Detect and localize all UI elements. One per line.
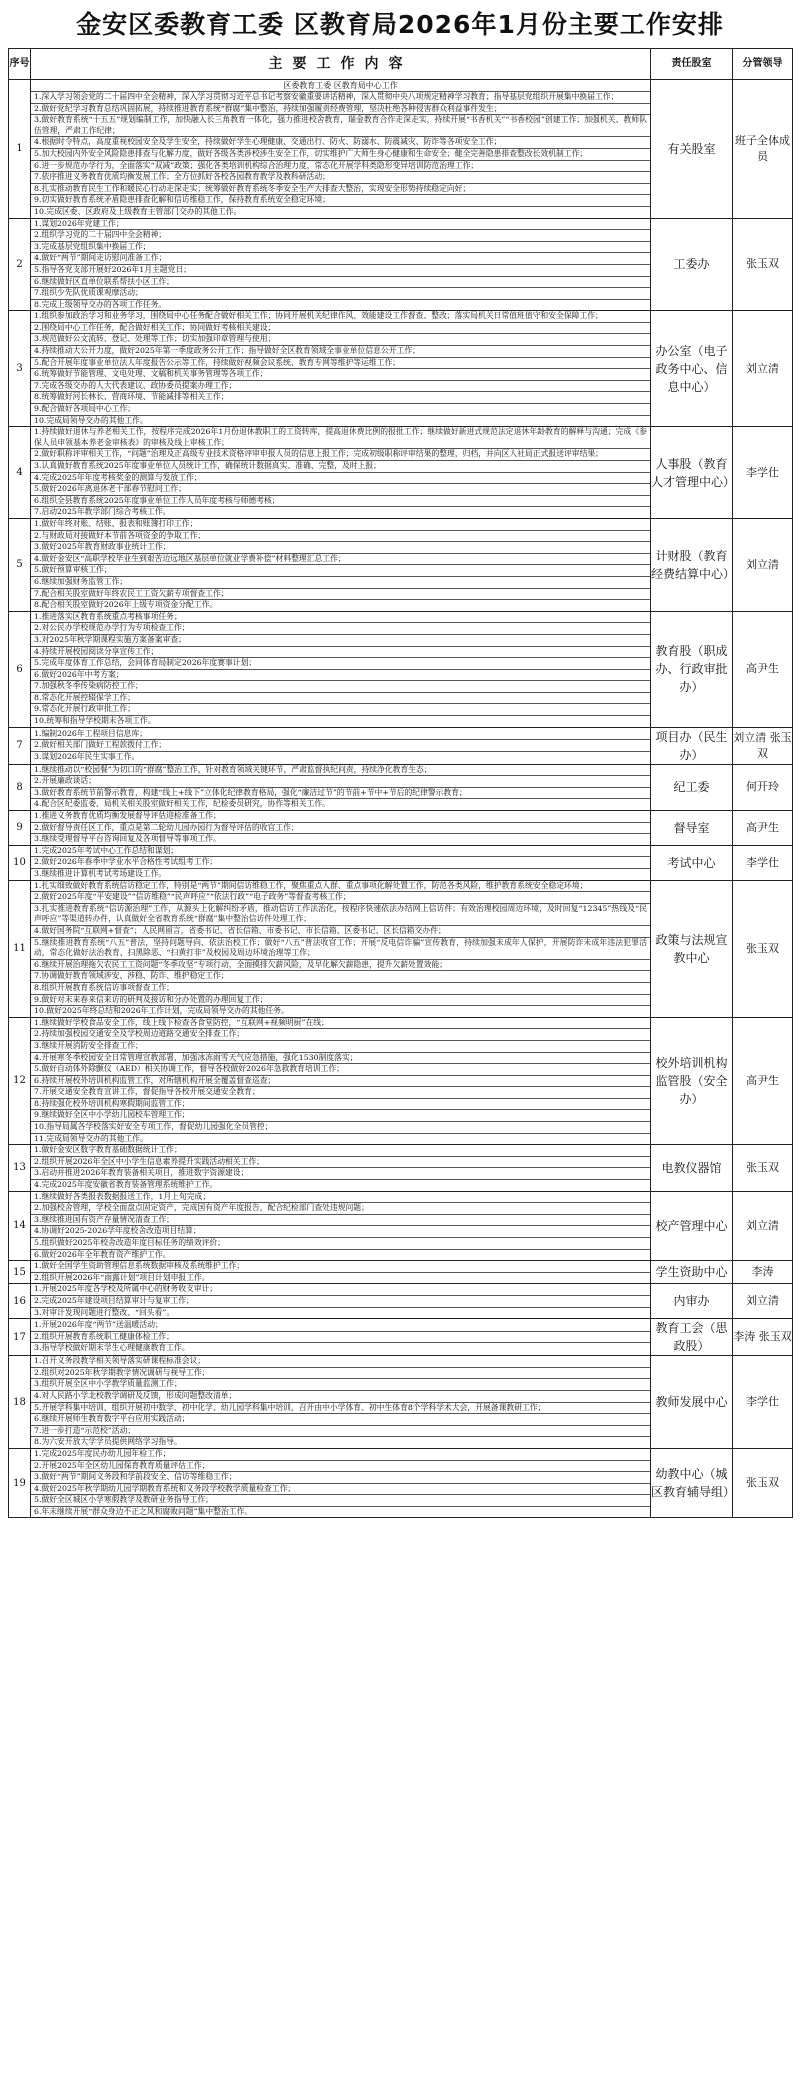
table-header-row	[9, 49, 793, 80]
work-items-cell	[31, 727, 651, 764]
work-item: 1.开展2025年度各学校及所属中心的财务收支审计；	[31, 1284, 650, 1296]
work-item: 3.指导学校做好期末学生心理健康教育工作。	[34, 1343, 190, 1353]
work-item: 5.组织做好2025年校舍改造年度目标任务的绩效评价；	[31, 1238, 650, 1250]
work-items-cell	[31, 1356, 651, 1449]
table-row	[9, 427, 793, 519]
work-item: 3.对审计发现问题进行整改、“回头看”。	[34, 1307, 175, 1317]
work-item: 4.配合区纪委监委、局机关相关股室做好相关工作，纪检委员研究，协作等相关工作。	[34, 799, 330, 809]
table-row	[9, 1191, 793, 1261]
responsible-department: 学生资助中心	[651, 1261, 733, 1284]
table-row	[9, 1319, 793, 1356]
responsible-leader: 张玉双	[733, 1145, 793, 1191]
responsible-department: 人事股（教育人才管理中心）	[651, 427, 733, 519]
responsible-department: 考试中心	[651, 845, 733, 880]
work-item: 8.为六安开放大学学员提供网络学习指导。	[34, 1437, 182, 1447]
responsible-department: 教育股（职成办、行政审批办）	[651, 611, 733, 727]
work-item: 1.开展2026年度“两节”送温暖活动；	[31, 1320, 650, 1332]
responsible-department: 政策与法规宣教中心	[651, 880, 733, 1017]
work-item: 3.继续推进国有资产存量情况清查工作；	[31, 1215, 650, 1227]
work-items-cell	[31, 1145, 651, 1191]
work-item: 5.继续推进教育系统“八五”普法，坚持问题导向、依法治校工作；做好“八五”普法收官工作；开展“反电信诈骗”宣传教育，持续加强未成年人保护，开展防诈未成年违法犯罪活动，常态化做好法治教育、扫黑除恶、“扫黄打非”及校园及周边环境治理等工作；	[31, 938, 650, 960]
work-item: 1.扎实细致做好教育系统信访稳定工作，特别是“两节”期间信访维稳工作，聚焦重点人群、重点事项化解处置工作，防范各类风险，维护教育系统安全稳定环境；	[31, 881, 650, 893]
work-item: 4.协调好2025-2026学年度校舍改造项目结算；	[31, 1226, 650, 1238]
work-item: 7.启动2025年教学部门综合考核工作。	[34, 507, 171, 517]
work-items-cell	[31, 518, 651, 611]
work-item: 2.做好2026年春季中学业水平合格性考试组考工作；	[31, 857, 650, 869]
responsible-leader: 李涛 张玉双	[733, 1319, 793, 1356]
work-item: 6.年末继续开展“群众身边不正之风和腐败问题”集中整治工作。	[34, 1506, 253, 1516]
work-items-cell	[31, 1261, 651, 1284]
table-body	[9, 80, 793, 1518]
work-item: 4.做好国务院“互联网+督查”；人民网留言，省委书记、省长信箱、市委书记、市长信箱、区委书记、区长信箱交办件；	[31, 926, 650, 938]
work-item: 1.召开义务段教学相关领导落实研课程标准会议；	[31, 1356, 650, 1368]
work-item: 7.加强秋冬季传染病防控工作；	[31, 681, 650, 693]
work-item: 2.做好党纪学习教育总结巩固拓展，持续推进教育系统“群腐”集中整治，持续加强履责经费管理，坚决杜绝各种侵害群众利益事件发生；	[31, 104, 650, 116]
responsible-department: 教育工会（思政股）	[651, 1319, 733, 1356]
row-number: 8	[9, 764, 31, 810]
work-item: 3.做好2025年教育财政事业统计工作；	[31, 542, 650, 554]
work-item: 2.组织开展2026年“雨露计划”项目计划申报工作。	[34, 1272, 210, 1282]
row-number: 6	[9, 611, 31, 727]
work-item: 9.继续做好全区中小学幼儿园校车管理工作；	[31, 1110, 650, 1122]
work-item: 7.依序推进义务教育优质均衡发展工作；全方位抓好各校各园教育教学及教科研活动；	[31, 172, 650, 184]
work-item: 8.统筹做好河长林长、营商环境、节能减排等相关工作；	[31, 392, 650, 404]
responsible-department: 校产管理中心	[651, 1191, 733, 1261]
work-item: 4.做好金安区“高职学校毕业生到艰苦边远地区基层单位就业学费补偿”材料整理汇总工作；	[31, 554, 650, 566]
work-item: 1.推进义务教育优质均衡发展督导评估迎检准备工作；	[31, 811, 650, 823]
work-item: 1.持续做好退休与养老相关工作，按程序完成2026年1月份退休教职工的工资转库，提高退休费比例的报批工作；继续做好新进式规范法定退休年龄教育的解释与沟通；完成《参保人员申领基本养老金审核表》的审核及线上审核工作；	[31, 427, 650, 449]
work-items-cell	[31, 845, 651, 880]
work-items-cell	[31, 218, 651, 311]
table-row	[9, 1284, 793, 1319]
work-item: 1.做好年终对账、结账、报表和账簿打印工作；	[31, 519, 650, 531]
work-items-cell	[31, 1319, 651, 1356]
work-item: 6.继续加强财务监管工作；	[31, 577, 650, 589]
work-item: 5.做好2026年离退休老干部春节慰问工作；	[31, 484, 650, 496]
work-item: 2.组织开展2026年全区中小学生信息素养提升实践活动相关工作；	[31, 1157, 650, 1169]
work-item: 5.配合开展年度事业单位法人年度报告公示等工作，持续做好视频会议系统、教育专网等维护等运维工作；	[31, 358, 650, 370]
work-item: 4.开展寒冬季校园安全日常管理宣教部署，加强冰冻雨雪天气应急措施，强化1530制度落实；	[31, 1053, 650, 1065]
table-row	[9, 518, 793, 611]
work-item: 4.做好“两节”期间走访慰问准备工作；	[31, 253, 650, 265]
work-item: 9.做好对未来春来信来访的研判及接访和分办处置的办理回复工作；	[31, 995, 650, 1007]
work-item: 1.编制2026年工程项目信息库；	[31, 729, 650, 741]
work-item: 10.指导局属各学校落实好安全专项工作，督促幼儿园强化全员管控；	[31, 1122, 650, 1134]
table-row	[9, 1261, 793, 1284]
row-number: 15	[9, 1261, 31, 1284]
work-item: 7.组织少先队优质课观摩活动；	[31, 288, 650, 300]
responsible-leader: 何开玲	[733, 764, 793, 810]
work-item: 2.做好2025年度“平安建设”“信访维稳”“民声呼应”“依法行政”“电子政务”等督查考核工作；	[31, 892, 650, 904]
work-item: 6.统筹做好节能管理、文电处理、文稿和机关事务管理等各项工作；	[31, 369, 650, 381]
table-row	[9, 1448, 793, 1518]
responsible-leader: 高尹生	[733, 811, 793, 846]
work-items-cell	[31, 427, 651, 519]
work-item: 2.组织学习党的二十届四中全会精神；	[31, 230, 650, 242]
work-item: 5.加大校园内外安全风险隐患排查与化解力度，做好各级各类涉校涉生安全工作，切实维护广大师生身心健康和生命安全；健全完善隐患排查整改长效机制工作；	[31, 149, 650, 161]
work-item: 3.规范做好公文流转、登记、处理等工作；切实加强印章管理与使用；	[31, 334, 650, 346]
work-item: 2.做好职称评审相关工作，“问题”治理及正高级专业技术资格评审申报人员的信息上报工作；完成初级职称评审结果的整理，归档，并向区人社局正式报送评审结果；	[31, 449, 650, 461]
work-item: 3.继续受理督导平台咨询回复及各项督导等事项工作。	[34, 834, 221, 844]
responsible-leader: 刘立清 张玉双	[733, 727, 793, 764]
work-items-cell	[31, 311, 651, 427]
work-item: 3.做好教育系统节前警示教育，构建“线上+线下”立体化纪律教育格局，强化“廉洁过节”的节前+节中+节后的纪律警示教育；	[31, 788, 650, 800]
row-number: 3	[9, 311, 31, 427]
work-item: 1.做好金安区数字教育基础数据统计工作；	[31, 1145, 650, 1157]
work-item: 3.完成基层党组织集中换届工作；	[31, 242, 650, 254]
work-item: 4.对人民路小学北校教学调研及反馈，形成问题整改清单；	[31, 1391, 650, 1403]
header-no: 序号	[9, 49, 31, 80]
work-item: 1.继续做好学校食品安全工作，线上线下检查各食堂防控，“互联网+视频明厨”在线；	[31, 1018, 650, 1030]
work-item: 4.持续开展校园阅读分享宣传工作；	[31, 647, 650, 659]
work-items-cell	[31, 1448, 651, 1518]
work-item: 1.谋划2026年党建工作；	[31, 219, 650, 231]
table-row	[9, 764, 793, 810]
work-item: 8.常态化开展控辍保学工作；	[31, 693, 650, 705]
work-item: 3.做好教育系统“十五五”规划编制工作，加快融入长三角教育一体化，强力推进校舍教育，瑞金教育合作走深走实，持续开展“书香机关”“书香校园”创建工作；加强机关、教师队伍管理，严肃工作纪律；	[31, 115, 650, 137]
responsible-department: 电教仪器馆	[651, 1145, 733, 1191]
row-number: 16	[9, 1284, 31, 1319]
table-row	[9, 1145, 793, 1191]
responsible-department: 计财股（教育经费结算中心）	[651, 518, 733, 611]
work-item: 3.继续开展消防安全排查工作；	[31, 1041, 650, 1053]
row-number: 12	[9, 1017, 31, 1145]
work-item: 1.深入学习领会党的二十届四中全会精神，深入学习贯彻习近平总书记考察安徽重要讲话精神，深入贯彻中央八项规定精神学习教育；指导基层党组织开展集中换届工作；	[31, 92, 650, 104]
work-item: 11.完成局领导交办的其他工作。	[34, 1133, 148, 1143]
responsible-leader: 高尹生	[733, 1017, 793, 1145]
work-item: 3.谋划2026年民生实事工作。	[34, 751, 140, 761]
work-item: 3.组织开展全区中小学教学质量监测工作；	[31, 1379, 650, 1391]
work-item: 10.完成局领导交办的其他工作。	[34, 415, 148, 425]
work-items-cell	[31, 764, 651, 810]
work-item: 5.开展学科集中培训，组织开展初中数学、初中化学、幼儿园学科集中培训，召开由中小学体育、初中生体育8个学科学术大会，开展备课教研工作；	[31, 1403, 650, 1415]
responsible-department: 内审办	[651, 1284, 733, 1319]
table-row	[9, 1356, 793, 1449]
work-item: 6.继续开展治理拖欠农民工工资问题“冬季攻坚”专项行动，全面摸排欠薪风险，及早化解欠薪隐患，提升欠薪处置效能；	[31, 960, 650, 972]
work-item: 6.继续开展师生教育数字平台应用实践活动；	[31, 1414, 650, 1426]
work-item: 1.完成2025年度民办幼儿园年检工作；	[31, 1449, 650, 1461]
work-items-cell	[31, 1017, 651, 1145]
work-item: 2.组织开展教育系统职工健康体检工作；	[31, 1332, 650, 1344]
responsible-department: 教师发展中心	[651, 1356, 733, 1449]
responsible-leader: 张玉双	[733, 1448, 793, 1518]
work-item: 7.完成各级交办的人大代表建议、政协委员提案办理工作；	[31, 381, 650, 393]
responsible-leader: 刘立清	[733, 311, 793, 427]
work-item: 5.做好自动体外除颤仪（AED）相关协调工作，督导各校做好2026年急救教育培训工作；	[31, 1064, 650, 1076]
responsible-leader: 刘立清	[733, 1191, 793, 1261]
responsible-leader: 张玉双	[733, 880, 793, 1017]
work-item: 6.组织全县教育系统2025年度事业单位工作人员年度考核与师德考核；	[31, 496, 650, 508]
table-row	[9, 727, 793, 764]
table-row	[9, 611, 793, 727]
row-number: 5	[9, 518, 31, 611]
table-row	[9, 1017, 793, 1145]
work-item: 4.完成2025年度安徽省教育装备管理系统维护工作。	[34, 1180, 218, 1190]
work-item: 2.组织对2025年秋学期教学情况调研与视导工作；	[31, 1368, 650, 1380]
row-number: 10	[9, 845, 31, 880]
work-item: 3.扎实推进教育系统“信访源治理”工作，从源头上化解纠纷矛盾，推动信访工作法治化，按程序快速依法办结网上信访件；有效治理校园周边环境，及时回复“12345”热线及“民声呼应”等渠道转办件，认真做好全省教育系统“群腐”集中整治信访件处理工作；	[31, 904, 650, 926]
work-item: 4.根据时令特点，高度重视校园安全及学生安全，持续做好学生心理健康、交通出行、防火、防溺水、防震减灾、防诈等各项安全工作；	[31, 137, 650, 149]
work-item: 7.开展交通安全教育宣讲工作，督促指导各校开展交通安全教育；	[31, 1087, 650, 1099]
work-item: 2.与财政局对接做好本节前各项资金的争取工作；	[31, 531, 650, 543]
work-item: 2.做好督导责任区工作，重点是第二轮幼儿园办园行为督导评估的收官工作；	[31, 823, 650, 835]
work-item: 2.开展2025年全区幼儿园保育教育质量评估工作；	[31, 1461, 650, 1473]
work-item: 1.做好全国学生资助管理信息系统数据审核及系统维护工作；	[31, 1261, 650, 1273]
work-item: 8.扎实推动教育民生工作和暖民心行动走深走实；统筹做好教育系统冬季安全生产大排查大整治，实现安全形势持续稳定向好；	[31, 184, 650, 196]
header-dept: 责任股室	[651, 49, 733, 80]
table-row	[9, 80, 793, 219]
work-item: 6.继续做好区直单位联系帮扶小区工作；	[31, 277, 650, 289]
responsible-department: 有关股室	[651, 80, 733, 219]
work-item: 1.继续推动以“校园餐”为切口的“群腐”整治工作，针对教育领域关键环节，严肃监督执纪问责，持续净化教育生态；	[31, 765, 650, 777]
work-items-cell	[31, 880, 651, 1017]
table-row	[9, 880, 793, 1017]
work-item: 2.围绕局中心工作任务，配合做好相关工作；协同做好考核相关建设；	[31, 323, 650, 335]
row-number: 14	[9, 1191, 31, 1261]
row-number: 7	[9, 727, 31, 764]
table-row	[9, 811, 793, 846]
work-item: 7.进一步打造“示范校”活动；	[31, 1426, 650, 1438]
responsible-leader: 李涛	[733, 1261, 793, 1284]
work-item: 10.完成区委、区政府及上级教育主管部门交办的其他工作。	[34, 206, 242, 216]
work-items-cell	[31, 80, 651, 219]
responsible-leader: 李学仕	[733, 427, 793, 519]
responsible-department: 校外培训机构监管股（安全办）	[651, 1017, 733, 1145]
responsible-leader: 李学仕	[733, 845, 793, 880]
work-item: 4.完成2025年年度考核奖金的测算与发放工作；	[31, 473, 650, 485]
work-item: 5.做好预算审核工作；	[31, 565, 650, 577]
responsible-department: 纪工委	[651, 764, 733, 810]
work-item: 2.做好相关部门做好工程款拨付工作；	[31, 740, 650, 752]
section-subtitle: 区委教育工委 区教育局中心工作	[31, 80, 650, 92]
work-item: 3.认真做好教育系统2025年度事业单位人员统计工作，确保统计数据真实、准确、完整，及时上报；	[31, 461, 650, 473]
work-item: 3.对2025年秋学期课程实施方案备案审查；	[31, 635, 650, 647]
work-item: 5.完成年度体育工作总结，会同体育局制定2026年度赛事计划；	[31, 658, 650, 670]
work-item: 2.加强校舍管理，学校全面盘点固定资产，完成国有资产年度报告，配合纪检部门查处违规问题；	[31, 1203, 650, 1215]
work-items-cell	[31, 611, 651, 727]
table-row	[9, 845, 793, 880]
work-item: 10.做好2025年终总结和2026年工作计划，完成局领导交办的其他任务。	[34, 1006, 289, 1016]
work-item: 4.持续推动大公开力度，做好2025年第一季度政务公开工作；指导做好全区教育领域全事业单位信息公开工作；	[31, 346, 650, 358]
work-item: 8.配合相关股室做好2026年上级专项资金分配工作。	[34, 600, 218, 610]
responsible-leader: 高尹生	[733, 611, 793, 727]
work-item: 9.切实做好教育系统矛盾隐患排查化解和信访维稳工作，保持教育系统安全稳定环境；	[31, 195, 650, 207]
work-items-cell	[31, 811, 651, 846]
work-item: 5.做好全区城区小学寒假教学及教研业务指导工作；	[31, 1495, 650, 1507]
responsible-department: 工委办	[651, 218, 733, 311]
header-content: 主要工作内容	[31, 49, 651, 80]
work-item: 2.对公民办学校规范办学行为专项检查工作；	[31, 623, 650, 635]
work-item: 3.继续推进计算机考试考场建设工作。	[34, 869, 167, 878]
responsible-leader: 刘立清	[733, 518, 793, 611]
work-item: 9.常态化开展行政审批工作；	[31, 704, 650, 716]
work-item: 6.进一步规范办学行为，全面落实“双减”政策；强化各类培训机构综合治理力度，常态化开展学科类隐形变异培训防范治理工作；	[31, 161, 650, 173]
work-items-cell	[31, 1284, 651, 1319]
work-item: 8.组织开展教育系统信访事项督查工作；	[31, 983, 650, 995]
work-item: 8.持续强化校外培训机构寒假期间监管工作；	[31, 1099, 650, 1111]
row-number: 17	[9, 1319, 31, 1356]
work-item: 6.持续开展校外培训机构监管工作，对所辖机构开展全覆盖督查巡查；	[31, 1076, 650, 1088]
work-item: 7.协调做好教育领域涉安、涉稳、防诈、维护稳定工作；	[31, 971, 650, 983]
work-item: 3.启动并推进2026年教育装备相关项目，推进数字资源建设；	[31, 1168, 650, 1180]
row-number: 9	[9, 811, 31, 846]
row-number: 11	[9, 880, 31, 1017]
work-item: 7.配合相关股室做好年终农民工工资欠薪专项督查工作；	[31, 589, 650, 601]
row-number: 13	[9, 1145, 31, 1191]
responsible-department: 幼教中心（城区教育辅导组）	[651, 1448, 733, 1518]
work-item: 4.做好2025年秋学期幼儿园学期教育系统和义务段学校教学质量检查工作；	[31, 1484, 650, 1496]
responsible-leader: 刘立清	[733, 1284, 793, 1319]
row-number: 19	[9, 1448, 31, 1518]
work-item: 1.推进落实区教育系统重点考核事项任务；	[31, 612, 650, 624]
responsible-department: 办公室（电子政务中心、信息中心）	[651, 311, 733, 427]
table-row	[9, 311, 793, 427]
table-row	[9, 218, 793, 311]
work-item: 2.开展廉政谈话；	[31, 776, 650, 788]
responsible-leader: 张玉双	[733, 218, 793, 311]
row-number: 18	[9, 1356, 31, 1449]
work-item: 8.完成上级领导交办的各项工作任务。	[34, 299, 167, 309]
document-title: 金安区委教育工委 区教育局2026年1月份主要工作安排	[76, 10, 724, 39]
work-item: 1.继续做好各类报表数据报送工作，1月上旬完成；	[31, 1192, 650, 1204]
work-item: 9.配合做好各项局中心工作；	[31, 404, 650, 416]
header-leader: 分管领导	[733, 49, 793, 80]
work-item: 3.做好“两节”期间义务段和学前段安全、信访等维稳工作；	[31, 1472, 650, 1484]
responsible-department: 项目办（民生办）	[651, 727, 733, 764]
work-plan-table	[8, 48, 793, 1518]
row-number: 2	[9, 218, 31, 311]
work-item: 6.做好2026年中考方案；	[31, 670, 650, 682]
work-item: 5.指导各党支部开展好2026年1月主题党日；	[31, 265, 650, 277]
responsible-department: 督导室	[651, 811, 733, 846]
responsible-leader: 班子全体成员	[733, 80, 793, 219]
work-item: 10.统筹和指导学校期末各项工作。	[34, 716, 156, 726]
work-item: 2.完成2025年建设项目结算审计与复审工作；	[31, 1296, 650, 1308]
responsible-leader: 李学仕	[733, 1356, 793, 1449]
row-number: 4	[9, 427, 31, 519]
work-item: 2.持续加强校园交通安全及学校周边道路交通安全排查工作；	[31, 1029, 650, 1041]
work-items-cell	[31, 1191, 651, 1261]
work-item: 1.完成2025年考试中心工作总结和谋划；	[31, 846, 650, 858]
work-item: 1.组织参加政治学习和业务学习，围绕局中心任务配合做好相关工作；协同开展机关纪律作风、效能建设工作督查、整改；落实局机关日常值班值守和安全保障工作；	[31, 311, 650, 323]
work-item: 6.做好2026年全年教育资产维护工作。	[34, 1249, 171, 1259]
row-number: 1	[9, 80, 31, 219]
